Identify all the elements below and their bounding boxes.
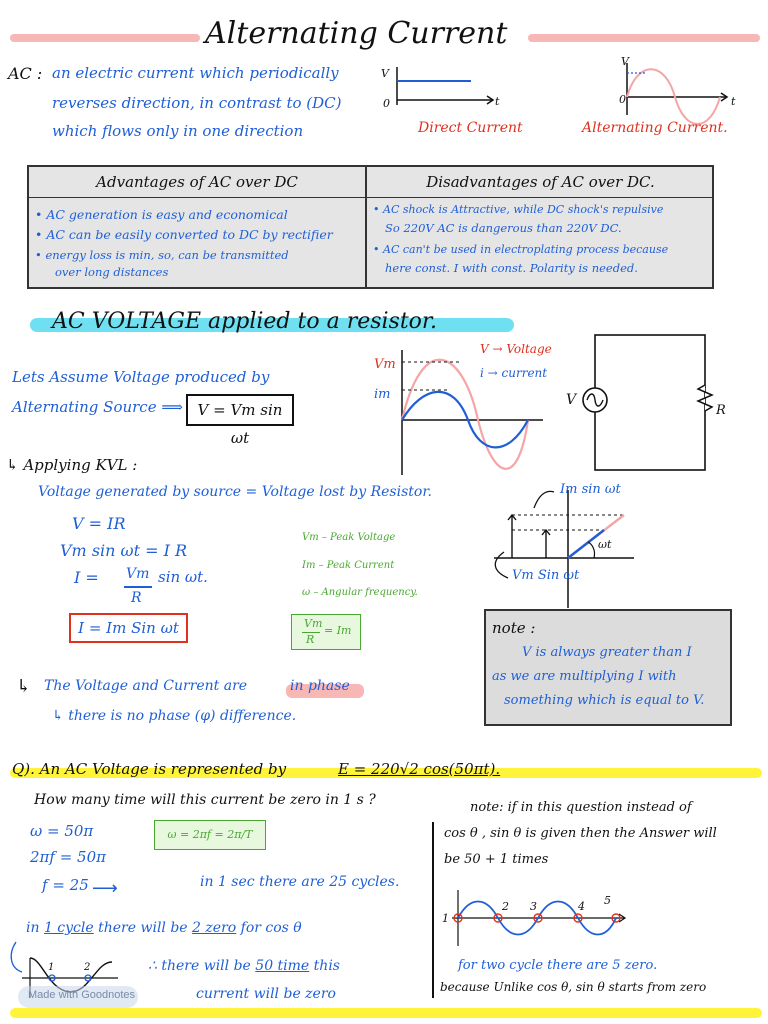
green-box-top: Vm [304,617,323,630]
assume-line-2: Alternating Source ⟹ [12,398,183,416]
zero-2: 2 [502,900,509,913]
dc-caption: Direct Current [418,120,523,136]
note-line-2: as we are multiplying I with [492,669,677,684]
phasor-vm-label: Vm Sin ωt [512,568,580,583]
phasor-im-label: Im sin ωt [560,482,621,497]
because-line: because Unlike cos θ, sin θ starts from zero [440,980,707,994]
cycles-text: in 1 sec there are 25 cycles. [200,874,400,890]
title-stripe-left [10,34,200,42]
note-line-3: something which is equal to V. [504,693,705,708]
q-note-line-1: note: if in this question instead of [470,800,692,815]
adv-item-4: over long distances [55,265,169,279]
dis-item-2: So 220V AC is dangerous than 220V DC. [385,221,622,235]
green-note-1: Vm – Peak Voltage [302,532,396,543]
table-divider [365,167,367,287]
voltage-current-graph [368,340,568,480]
assume-line-1: Lets Assume Voltage produced by [12,368,270,386]
two-cycle-line: for two cycle there are 5 zero. [458,958,658,973]
kvl-heading: ↳ Applying KVL : [6,456,138,474]
advantages-table [27,165,714,289]
therefore-line-2: current will be zero [196,986,336,1002]
advantages-header: Advantages of AC over DC [96,173,298,191]
ac-definition-1: an electric current which periodically [52,64,339,82]
section-heading: AC VOLTAGE applied to a resistor. [52,309,438,334]
question-equation: E = 220√2 cos(50πt). [338,760,501,778]
ac-v-label: V [621,55,629,68]
circuit-v-label: V [566,392,577,408]
note-line-1: V is always greater than I [522,645,692,660]
dis-item-1: • AC shock is Attractive, while DC shock's repulsive [373,203,664,216]
ac-zero-label: 0 [619,93,626,106]
phasor-diagram [484,480,644,608]
green-note-3: ω – Angular frequency. [302,587,418,598]
dc-zero-label: 0 [383,97,390,110]
table-header-line [29,197,712,198]
equation-3b: Vm [126,566,150,582]
phasor-wt-label: ωt [598,538,612,551]
zero-4: 4 [578,900,585,913]
zero-5: 5 [604,894,611,907]
freq-arrow: ⟶ [92,878,118,899]
dis-item-3: • AC can't be used in electroplating process because [373,243,669,256]
freq-eq-1: 2πf = 50π [30,848,107,866]
freq-eq-2: f = 25 [42,876,89,894]
dc-v-label: V [381,67,389,80]
vm-label: Vm [374,357,396,372]
equation-3a: I = [74,568,99,587]
omega-eq: ω = 50π [30,822,94,840]
ac-graph [619,55,736,124]
ac-label: AC : [8,64,43,83]
ac-t-label: t [731,95,736,108]
circuit-r-label: R [716,403,726,418]
ac-caption: Alternating Current. [582,120,728,136]
green-note-2: Im – Peak Current [302,560,395,571]
equation-2: Vm sin ωt = I R [60,541,188,560]
green-formula-box [291,614,361,650]
dis-item-4: here const. I with const. Polarity is needed. [385,261,638,275]
green-omega-box: ω = 2πf = 2π/T [154,820,266,850]
legend-current: i → current [480,366,548,380]
adv-item-2: • AC can be easily converted to DC by rectifier [35,227,333,242]
ac-definition-2: reverses direction, in contrast to (DC) [52,94,342,112]
dc-t-label: t [495,95,500,108]
note-bracket [432,822,434,998]
equation-1: V = IR [72,514,126,533]
adv-item-3: • energy loss is min, so, can be transmitted [35,248,289,262]
page-title: Alternating Current [205,16,508,51]
ac-definition-3: which flows only in one direction [52,122,304,140]
sketch-1: 1 [48,962,55,973]
disadvantages-header: Disadvantages of AC over DC. [426,173,655,191]
green-box-rhs: = Im [324,624,352,637]
im-label: im [374,387,391,402]
circuit-diagram [560,330,730,475]
goodnotes-watermark: Made with Goodnotes [18,986,138,1008]
bottom-highlight [10,1008,762,1018]
green-box-bottom: R [306,633,315,646]
phase-highlighted: in phase [290,678,350,694]
kvl-line: Voltage generated by source = Voltage lost by Resistor. [38,484,432,500]
sketch-2: 2 [84,962,91,973]
equation-3d: R [131,590,142,606]
cycle-line: in 1 cycle there will be 2 zero for cos θ [26,920,302,936]
note-title: note : [492,619,536,637]
phase-arrow: ↳ [16,676,32,697]
legend-voltage: V → Voltage [480,342,552,356]
zero-3: 3 [530,900,537,913]
zero-1: 1 [442,912,449,925]
therefore-line-1: ∴ there will be 50 time this [148,958,340,974]
phase-line-1: The Voltage and Current are [44,678,248,694]
question-line-2: How many time will this current be zero in 1 s ? [34,792,376,808]
current-formula-box: I = Im Sin ωt [69,613,188,643]
voltage-formula-box: V = Vm sin ωt [186,394,294,426]
title-stripe-right [528,34,760,42]
adv-item-1: • AC generation is easy and economical [35,207,288,222]
equation-3c: sin ωt. [158,568,208,586]
note-box [484,609,732,726]
q-note-line-3: be 50 + 1 times [444,852,549,867]
phase-line-2: ↳ there is no phase (φ) difference. [52,708,297,724]
dc-graph [381,67,500,110]
q-note-line-2: cos θ , sin θ is given then the Answer will [444,826,717,841]
fraction-bar [124,586,152,588]
sin-zeros-graph [440,888,635,948]
question-text: Q). An AC Voltage is represented by [12,760,287,778]
